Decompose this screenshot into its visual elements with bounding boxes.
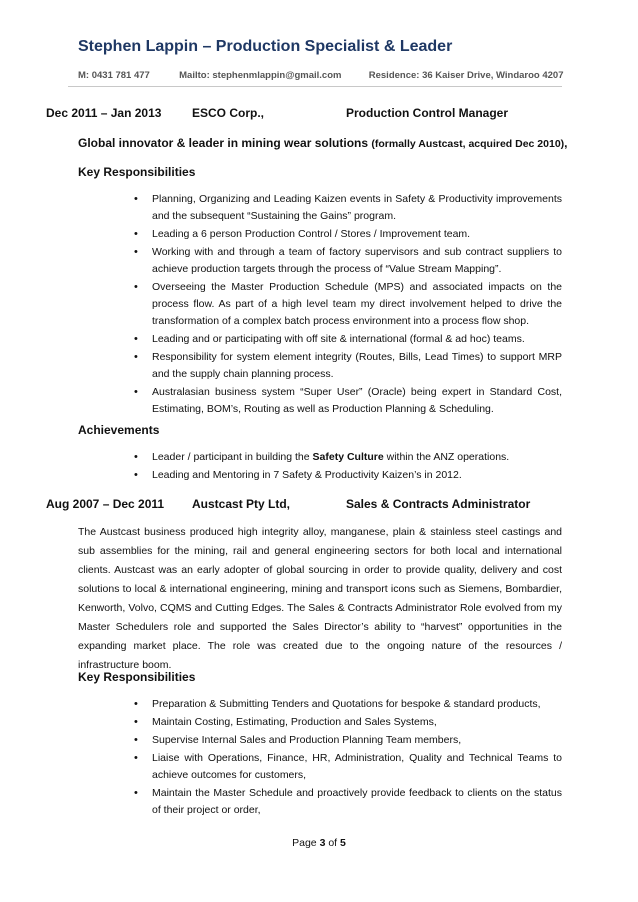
job1-summary — [78, 136, 568, 150]
job1-achievements-list — [152, 449, 562, 485]
list-item: • Working with and through a team of factory supervisors and sub contract suppliers to achieve production targets through the process of “Value Stream Mapping”. — [152, 244, 562, 278]
job2-title: Sales & Contracts Administrator — [346, 497, 531, 511]
list-item: • Supervise Internal Sales and Production Planning Team members, — [152, 732, 562, 749]
list-item: • Preparation & Submitting Tenders and Quotations for bespoke & standard products, — [152, 696, 562, 713]
list-item: • Planning, Organizing and Leading Kaizen events in Safety & Productivity improvements and the subsequent “Sustaining the Gains” program. — [152, 191, 562, 225]
list-item: • Maintain Costing, Estimating, Production and Sales Systems, — [152, 714, 562, 731]
job1-summary-end: , — [564, 136, 568, 150]
header-divider — [68, 86, 562, 87]
resume-title: Stephen Lappin – Production Specialist & Leader — [78, 38, 453, 55]
job1-responsibilities-list — [152, 191, 562, 419]
job2-responsibilities-list — [152, 696, 562, 820]
residence-address: Residence: 36 Kaiser Drive, Windaroo 4207 — [368, 70, 564, 81]
total-pages: 5 — [340, 837, 346, 849]
job1-company: ESCO Corp., — [192, 106, 265, 120]
list-item: • Australasian business system “Super User” (Oracle) being expert in Standard Cost, Estimating, BOM’s, Routing as well as Production Planning & Scheduling. — [152, 384, 562, 418]
list-item: • Liaise with Operations, Finance, HR, Administration, Quality and Technical Teams to achieve outcomes for customers, — [152, 750, 562, 784]
contact-line — [78, 70, 564, 81]
job2-description: The Austcast business produced high integrity alloy, manganese, plain & stainless steel castings and sub assemblies for the mining, rail and general engineering sectors for both local and international clients. Austcast was an early adopter of global sourcing in order to provide quality, delivery and cost solutions to local & international engineering, mining and transport icons such as Siemens, Bombardier, Kenworth, Volvo, CQMS and Cutting Edges. The Sales & Contracts Administrator Role evolved from my Master Schedulers role and supported the Sales Director’s ability to “harvest” opportunities in the expanding market place. The role was created due to the ongoing nature of the resources / infrastructure boom. — [78, 526, 562, 671]
page-word: Page — [292, 837, 317, 849]
job1-achievements-heading: Achievements — [78, 423, 160, 437]
achievement-text: Leader / participant in building the — [152, 451, 313, 463]
list-item: • Leading and or participating with off site & international (formal & ad hoc) teams. — [152, 331, 562, 348]
achievement-text: within the ANZ operations. — [383, 451, 510, 463]
job1-summary-note: (formally Austcast, acquired Dec 2010) — [371, 138, 565, 150]
email-address[interactable]: Mailto: stephenmlappin@gmail.com — [179, 70, 342, 81]
job1-title: Production Control Manager — [346, 106, 508, 120]
list-item: • Responsibility for system element integrity (Routes, Bills, Lead Times) to support MRP and the supply chain planning process. — [152, 349, 562, 383]
achievement-bold: Safety Culture — [312, 451, 384, 463]
list-item: • Leading a 6 person Production Control / Stores / Improvement team. — [152, 226, 562, 243]
job1-responsibilities-heading: Key Responsibilities — [78, 165, 196, 179]
job2-company: Austcast Pty Ltd, — [192, 497, 291, 511]
list-item: • Leading and Mentoring in 7 Safety & Productivity Kaizen’s in 2012. — [152, 467, 562, 484]
list-item: • Maintain the Master Schedule and proactively provide feedback to clients on the status of their project or order, — [152, 785, 562, 819]
job1-summary-main: Global innovator & leader in mining wear solutions — [78, 136, 369, 150]
list-item: • Overseeing the Master Production Schedule (MPS) and associated impacts on the process flow. As part of a high level team my direct involvement helped to drive the transformation of a complex batch process environment into a process flow shop. — [152, 279, 562, 330]
current-page: 3 — [319, 837, 326, 849]
job1-dates: Dec 2011 – Jan 2013 — [46, 106, 162, 120]
mobile-number: M: 0431 781 477 — [78, 70, 150, 81]
list-item — [152, 449, 562, 466]
job2-dates: Aug 2007 – Dec 2011 — [46, 497, 165, 511]
job2-responsibilities-heading: Key Responsibilities — [78, 670, 196, 684]
page-number — [0, 837, 638, 849]
of-word: of — [328, 837, 338, 849]
